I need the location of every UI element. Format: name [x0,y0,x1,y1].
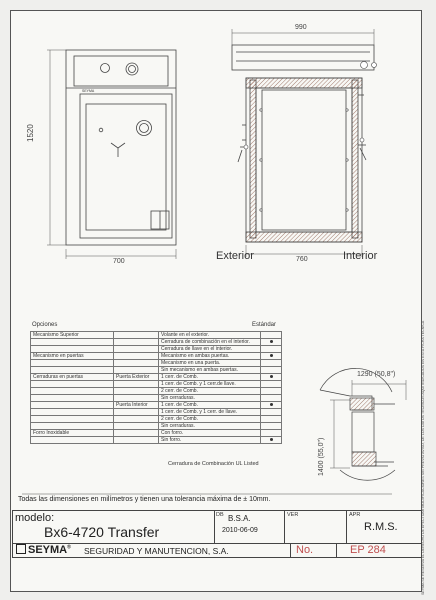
label-interior: Interior [343,250,378,262]
option-subgroup: Puerta Interior [114,402,159,409]
option-item: Sin forro. [159,437,261,444]
apr-label: APR [349,512,361,518]
option-item: 1 cerr. de Comb. y 1 cerr. de llave. [159,409,261,416]
option-item: Mecanismo en una puerta. [159,360,261,367]
option-group [31,402,114,409]
option-item: Cerradura de llave en el interior. [159,346,261,353]
option-subgroup [114,430,159,437]
option-item: Sin cerraduras. [159,423,261,430]
tolerance-note: Todas las dimensiones en milímetros y tienen una tolerancia máxima de ± 10mm. [18,496,271,503]
option-subgroup [114,409,159,416]
standard-dot-icon [270,375,273,378]
db-label: DB [216,512,224,518]
dim-detail-height: 1400 (55,0") [318,437,325,476]
option-subgroup [114,367,159,374]
option-row [31,402,282,409]
options-title: Opciones [32,322,58,328]
standard-dot-icon [270,354,273,357]
option-group [31,388,114,395]
option-group [31,437,114,444]
front-view [66,50,176,245]
option-row [31,381,282,388]
option-subgroup [114,339,159,346]
option-item: Sin cerraduras. [159,395,261,402]
option-subgroup [114,395,159,402]
approver-value: R.M.S. [364,521,398,533]
options-footnote: Cerradura de Combinación UL Listed [168,461,259,467]
option-group [31,423,114,430]
option-subgroup [114,346,159,353]
company-name: SEGURIDAD Y MANUTENCION, S.A. [84,546,229,556]
option-standard-cell [261,437,282,444]
option-row [31,346,282,353]
option-item: Mecanismo en ambas puertas. [159,353,261,360]
option-standard-cell [261,409,282,416]
option-row [31,339,282,346]
company-brand: SEYMA® [16,544,71,556]
option-subgroup [114,332,159,339]
option-group [31,339,114,346]
option-group [31,416,114,423]
option-item: Con forro. [159,430,261,437]
option-item: Volante en el exterior. [159,332,261,339]
option-subgroup [114,360,159,367]
option-standard-cell [261,402,282,409]
option-row [31,374,282,381]
option-item: 1 cerr. de Comb. y 1 cerr.de llave. [159,381,261,388]
option-row [31,416,282,423]
dim-front-width: 700 [113,258,125,265]
brand-mark-icon [16,544,26,554]
option-group: Mecanismo Superior [31,332,114,339]
option-group: Mecanismo en puertas [31,353,114,360]
option-row [31,360,282,367]
dim-front-height: 1520 [26,124,35,142]
option-item: 1 cerr. de Comb. [159,374,261,381]
option-row [31,367,282,374]
option-row [31,430,282,437]
model-name: Bx6-4720 Transfer [44,524,160,540]
standard-dot-icon [270,438,273,441]
option-row [31,409,282,416]
model-label: modelo: [15,512,55,524]
date-value: 2010-06-09 [222,527,258,534]
option-standard-cell [261,360,282,367]
option-standard-cell [261,346,282,353]
option-subgroup [114,423,159,430]
option-subgroup [114,416,159,423]
option-standard-cell [261,353,282,360]
option-row [31,353,282,360]
dim-section-width: 990 [295,24,307,31]
standard-dot-icon [270,403,273,406]
options-table [30,331,282,444]
option-group [31,367,114,374]
option-standard-cell [261,381,282,388]
option-item: Sin mecanismo en ambas puertas. [159,367,261,374]
option-subgroup [114,353,159,360]
ver-label: VER [287,512,299,518]
dim-section-inner: 760 [296,256,308,263]
option-subgroup: Puerta Exterior [114,374,159,381]
options-standard-header: Estándar [252,322,277,328]
option-group [31,346,114,353]
option-row [31,437,282,444]
option-item: Cerradura de combinación en el interior. [159,339,261,346]
option-standard-cell [261,416,282,423]
option-item: 1 cerr. de Comb. [159,402,261,409]
standard-dot-icon [270,340,273,343]
option-group: Cerraduras en puertas [31,374,114,381]
doc-no-label: No. [296,544,314,556]
option-group [31,360,114,367]
detail-view [320,368,395,480]
option-standard-cell [261,388,282,395]
option-group [31,395,114,402]
option-group [31,409,114,416]
option-group: Forro Inoxidable [31,430,114,437]
option-standard-cell [261,367,282,374]
option-standard-cell [261,332,282,339]
option-subgroup [114,381,159,388]
option-row [31,388,282,395]
option-standard-cell [261,339,282,346]
option-row [31,332,282,339]
front-badge: SEYMA [82,89,95,93]
option-standard-cell [261,430,282,437]
option-row [31,395,282,402]
option-standard-cell [261,395,282,402]
section-view [232,45,374,242]
option-subgroup [114,437,159,444]
option-item: 2 cerr. de Comb. [159,416,261,423]
option-standard-cell [261,423,282,430]
option-standard-cell [261,374,282,381]
option-row [31,423,282,430]
label-exterior: Exterior [216,250,254,262]
side-disclaimer: SEYMA SE RESERVA EL DERECHO DE EFECTUAR MODIFICACIONES SIN PREVIO AVISO, DE LOS DATOS TECNICOS AQUI INDICADOS EN ESTA FICHA TECNICA [421,320,425,595]
dim-detail-width: 1290 (50,8") [357,371,396,378]
doc-number: EP 284 [350,544,386,556]
db-value: B.S.A. [228,514,251,523]
option-subgroup [114,388,159,395]
option-group [31,381,114,388]
option-item: 2 cerr. de Comb. [159,388,261,395]
